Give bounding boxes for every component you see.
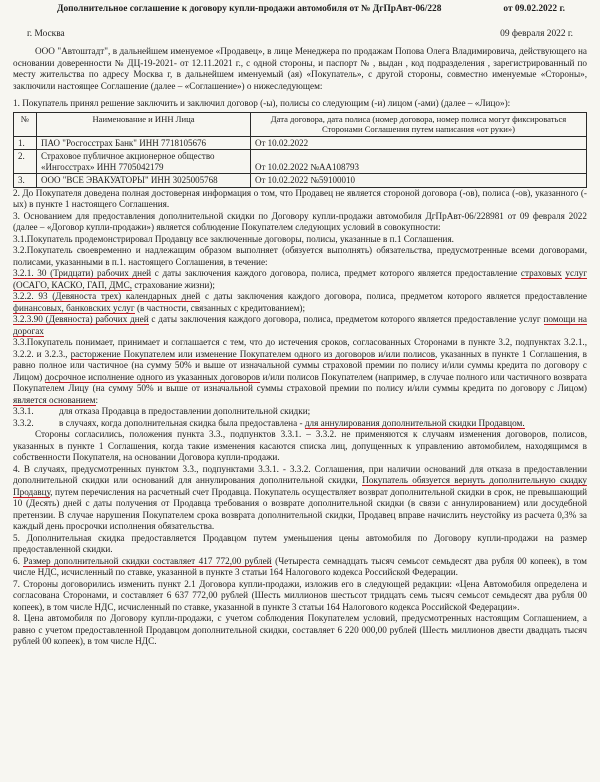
title-date: от 09.02.2022 г. xyxy=(503,4,565,14)
clause-3-3-text-e: и/или полисов Покупателем (например, в случае полного или частичного возврата Покупателем Лицу (на сумму 50% и выше от изначальной суммы страховой премии по полису и/или суммы кредита по договору с Лицом) xyxy=(13,371,587,393)
header-number: № xyxy=(14,112,37,136)
is-ground: является основанием xyxy=(13,394,96,405)
preamble xyxy=(13,46,587,92)
discount-annulment: для аннулирования дополнительной скидки Продавцом. xyxy=(304,417,525,428)
clause-3-2-3 xyxy=(13,314,587,337)
clause-6-text: (Четыреста семнадцать тысяч семьсот семьдесят два рубля 00 копеек), в том числе НДС, исчисленный по ставке, указанной в пункте 3 статьи 164 Налогового кодекса Российской Федерации. xyxy=(13,555,587,577)
preamble-line-3: паспорт № , выдан , код подразделения , зарегистрированный по месту xyxy=(13,57,588,79)
table-row xyxy=(14,136,587,150)
parties-table xyxy=(13,112,587,188)
buyer-returns-discount: Покупатель обязуется вернуть дополнительную скидку Продавцу xyxy=(13,475,588,497)
clause-3: 3. Основанием для предоставления дополнительной скидки по Договору купли-продажи автомобиля ДгПрАвт-06/228981 от 09 февраля 2022 (далее – «Договор купли-продажи») является соблюдение Покупателем следующих условий в совокупности: xyxy=(13,210,587,232)
clause-4-text-a: 4. В случаях, предусмотренных пунктом 3.3., подпунктами 3.3.1. - 3.3.2. Соглашения, при наличии оснований для отказа в предоставлении дополнительной скидки или оснований для аннулирования дополнительной скидки, xyxy=(13,463,587,485)
termination-clause: расторжение Покупателем или изменение Покупателем одного из договоров и/или полисов xyxy=(70,348,436,359)
table-header-row xyxy=(14,112,587,136)
clause-3-2-2 xyxy=(13,291,587,314)
clause-1: 1. Покупатель принял решение заключить и заключил договор (-ы), полисы со следующим (-и) лицом (-ами) (далее – «Лицо»): xyxy=(13,98,511,108)
row-date: От 10.02.2022 xyxy=(251,136,587,150)
document-title xyxy=(13,4,587,16)
table-row xyxy=(14,150,587,174)
clause-3-3-text-a: 3.3.Покупатель понимает, принимает и соглашается с тем, что до истечения сроков, согласованных Сторонами в пункте 3.2, подпунктах 3.2.1., 3.2.2. и 3.2.3., xyxy=(13,337,587,359)
clause-4 xyxy=(13,464,587,533)
clause-3-3-1-number: 3.3.1. xyxy=(13,406,34,416)
clause-2: 2. До Покупателя доведена полная достоверная информация о том, что Продавец не является стороной договора (-ов), полиса (-ов), указанного (-ых) в пункте 1 настоящего Соглашения. xyxy=(13,187,587,209)
header-name: Наименование и ИНН Лица xyxy=(37,112,251,136)
preamble-line-1: ООО "Автоштадт", в дальнейшем именуемое «Продавец», в лице Менеджера по продажам Попова Олега Владимировича, xyxy=(35,46,517,56)
row-number: 2. xyxy=(14,150,37,174)
clause-3-3-2-text: в случаях, когда дополнительная скидка была предоставлена - xyxy=(59,417,305,428)
financial-services: финансовых, банковских услуг xyxy=(13,302,135,313)
preamble-line-5: именуемые «Стороны», заключили настоящее Соглашение (далее – «Соглашение») о нижеследующем: xyxy=(13,69,588,91)
clause-6-number: 6. xyxy=(13,555,24,566)
clause-3-3-2 xyxy=(13,418,587,430)
parties-agreement: Стороны согласились, положения пункта 3.3., подпунктов 3.3.1. – 3.3.2. не применяются к случаям изменения договоров, полисов, указанных в пункте 1 Соглашения, когда такие изменения касаются списка лиц, допущенных к управлению автомобилем, находящимся в собственности Покупателя, на основании Договора купли-продажи. xyxy=(13,429,587,462)
clause-3-3-colon: : xyxy=(95,394,99,405)
clause-3-2-1-tail: страхование жизни); xyxy=(132,279,215,290)
preamble-line-4: жительства по адресу Москва г, в дальнейшем именуемый (ая) «Покупатель», с другой стороны, совместно xyxy=(40,69,488,79)
city: г. Москва xyxy=(27,28,65,39)
row-date: От 10.02.2022 №АА108793 xyxy=(251,150,587,174)
clause-3-3-1-text: для отказа Продавца в предоставлении дополнительной скидки; xyxy=(59,406,311,416)
discount-amount: Размер дополнительной скидки составляет 417 772,00 рублей xyxy=(23,555,272,566)
clause-3-3 xyxy=(13,337,587,406)
clause-7: 7. Стороны договорились изменить пункт 2.1 Договора купли-продажи, изложив его в следующей редакции: «Цена Автомобиля определена и согласована Сторонами, и составляет 6 637 772,00 рублей (Шесть миллионов шестьсот тридцать семь тысяч семьсот семьдесят два рубля 00 копеек), в том числе НДС, исчисленный по ставке, указанной в пункте 3 статьи 164 Налогового кодекса Российской Федерации». xyxy=(13,578,587,612)
clause-3-3-2-number: 3.3.2. xyxy=(13,417,34,428)
clause-3-2-2-tail: (в частности, связанных с кредитованием); xyxy=(134,302,306,313)
contract-date: 09 февраля 2022 г. xyxy=(500,28,573,39)
term-30-days: 3.2.1. 30 (Тридцати) рабочих дней xyxy=(13,268,152,278)
clause-3-2-1-text: с даты заключения каждого договора, полиса, предмет которого является предоставление xyxy=(151,268,521,278)
clause-8: 8. Цена автомобиля по Договору купли-продажи, с учетом соблюдения Покупателем условий, предусмотренных настоящим Соглашением, а равно с учетом предоставленной Продавцом дополнительной скидки, составляет 6 220 000,00 рублей (Шесть миллионов двести двадцать тысяч рублей 00 копеек), в том числе НДС. xyxy=(13,613,587,646)
row-number: 1. xyxy=(14,136,37,150)
clause-3-2-1 xyxy=(13,268,587,291)
place-date-row xyxy=(13,29,587,41)
clause-6 xyxy=(13,556,587,579)
table-row xyxy=(14,174,587,188)
clause-4-text-c: , путем перечисления на расчетный счет Продавца. Покупатель осуществляет возврат дополнительной скидки в срок, не превышающий 10 (Десять) дней с даты получения от Продавца требования о возврате дополнительной скидки (в связи с аннулированием) или досудебной претензии. В случае нарушения Покупателем срока возврата дополнительной скидки, Продавец вправе начислить неустойку из расчета 0,3% за каждый день просрочки исполнения обязательства. xyxy=(13,486,587,531)
term-93-days: 3.2.2. 93 (Девяноста трех) календарных дней xyxy=(13,291,201,301)
clause-3-2-2-text: с даты заключения каждого договора, полиса, предметом которого является предоставление xyxy=(200,291,588,301)
insurance-types: услуг (ОСАГО, КАСКО, ГАП, ДМС, xyxy=(13,268,587,290)
early-fulfillment: досрочное исполнение одного из указанных договоров xyxy=(44,371,261,382)
clause-3-3-text-c: , указанных в пункте 1 Соглашения, в равно полное или частичное (на сумму 50% и выше от изначальной суммы страховой премии по полису и/или суммы кредита по договору с Лицом) xyxy=(13,348,587,382)
road-assistance: помощи на дорогах xyxy=(13,314,588,336)
term-90-days: 3.2.3.90 (Девяноста) рабочих дней xyxy=(13,314,149,324)
row-name: ПАО "Росгосстрах Банк" ИНН 7718105676 xyxy=(37,136,251,150)
preamble-line-2: действующего на основании доверенности № ДЦ-19-2021- от 12.11.2021 г., с одной стороны, и xyxy=(13,46,588,68)
clause-3-2: 3.2.Покупатель своевременно и надлежащим образом выполняет (обязуется выполнять) обязательства, предусмотренные всеми договорами, полисами, указанными в п.1. настоящего Соглашения, в течение: xyxy=(13,245,587,267)
title-text: Дополнительное соглашение к договору купли-продажи автомобиля от № ДгПрАвт-06/228 xyxy=(57,4,442,14)
header-date: Дата договора, дата полиса (номер договора, номер полиса могут фиксироваться Сторонами Соглашения путем написания «от руки») xyxy=(251,112,587,136)
row-name: ООО "ВСЕ ЭВАКУАТОРЫ" ИНН 3025005768 xyxy=(37,174,251,188)
clause-3-2-3-text: с даты заключения каждого договора, полиса, предметом которого является предоставление услуг xyxy=(148,314,541,324)
insurance-services: страховых xyxy=(520,268,562,278)
clause-3-1: 3.1.Покупатель продемонстрировал Продавцу все заключенные договоры, полисы, указанные в п.1 Соглашения. xyxy=(13,233,454,244)
clause-3-3-2-body xyxy=(59,418,587,430)
row-name: Страховое публичное акционерное общество «Ингосстрах» ИНН 7705042179 xyxy=(37,150,251,174)
clause-3-3-1 xyxy=(13,406,587,418)
row-number: 3. xyxy=(14,174,37,188)
row-date: От 10.02.2022 №59100010 xyxy=(251,174,587,188)
clause-5: 5. Дополнительная скидка предоставляется Продавцом путем уменьшения цены автомобиля по Договору купли-продажи на размер предоставленной скидки. xyxy=(13,532,587,554)
